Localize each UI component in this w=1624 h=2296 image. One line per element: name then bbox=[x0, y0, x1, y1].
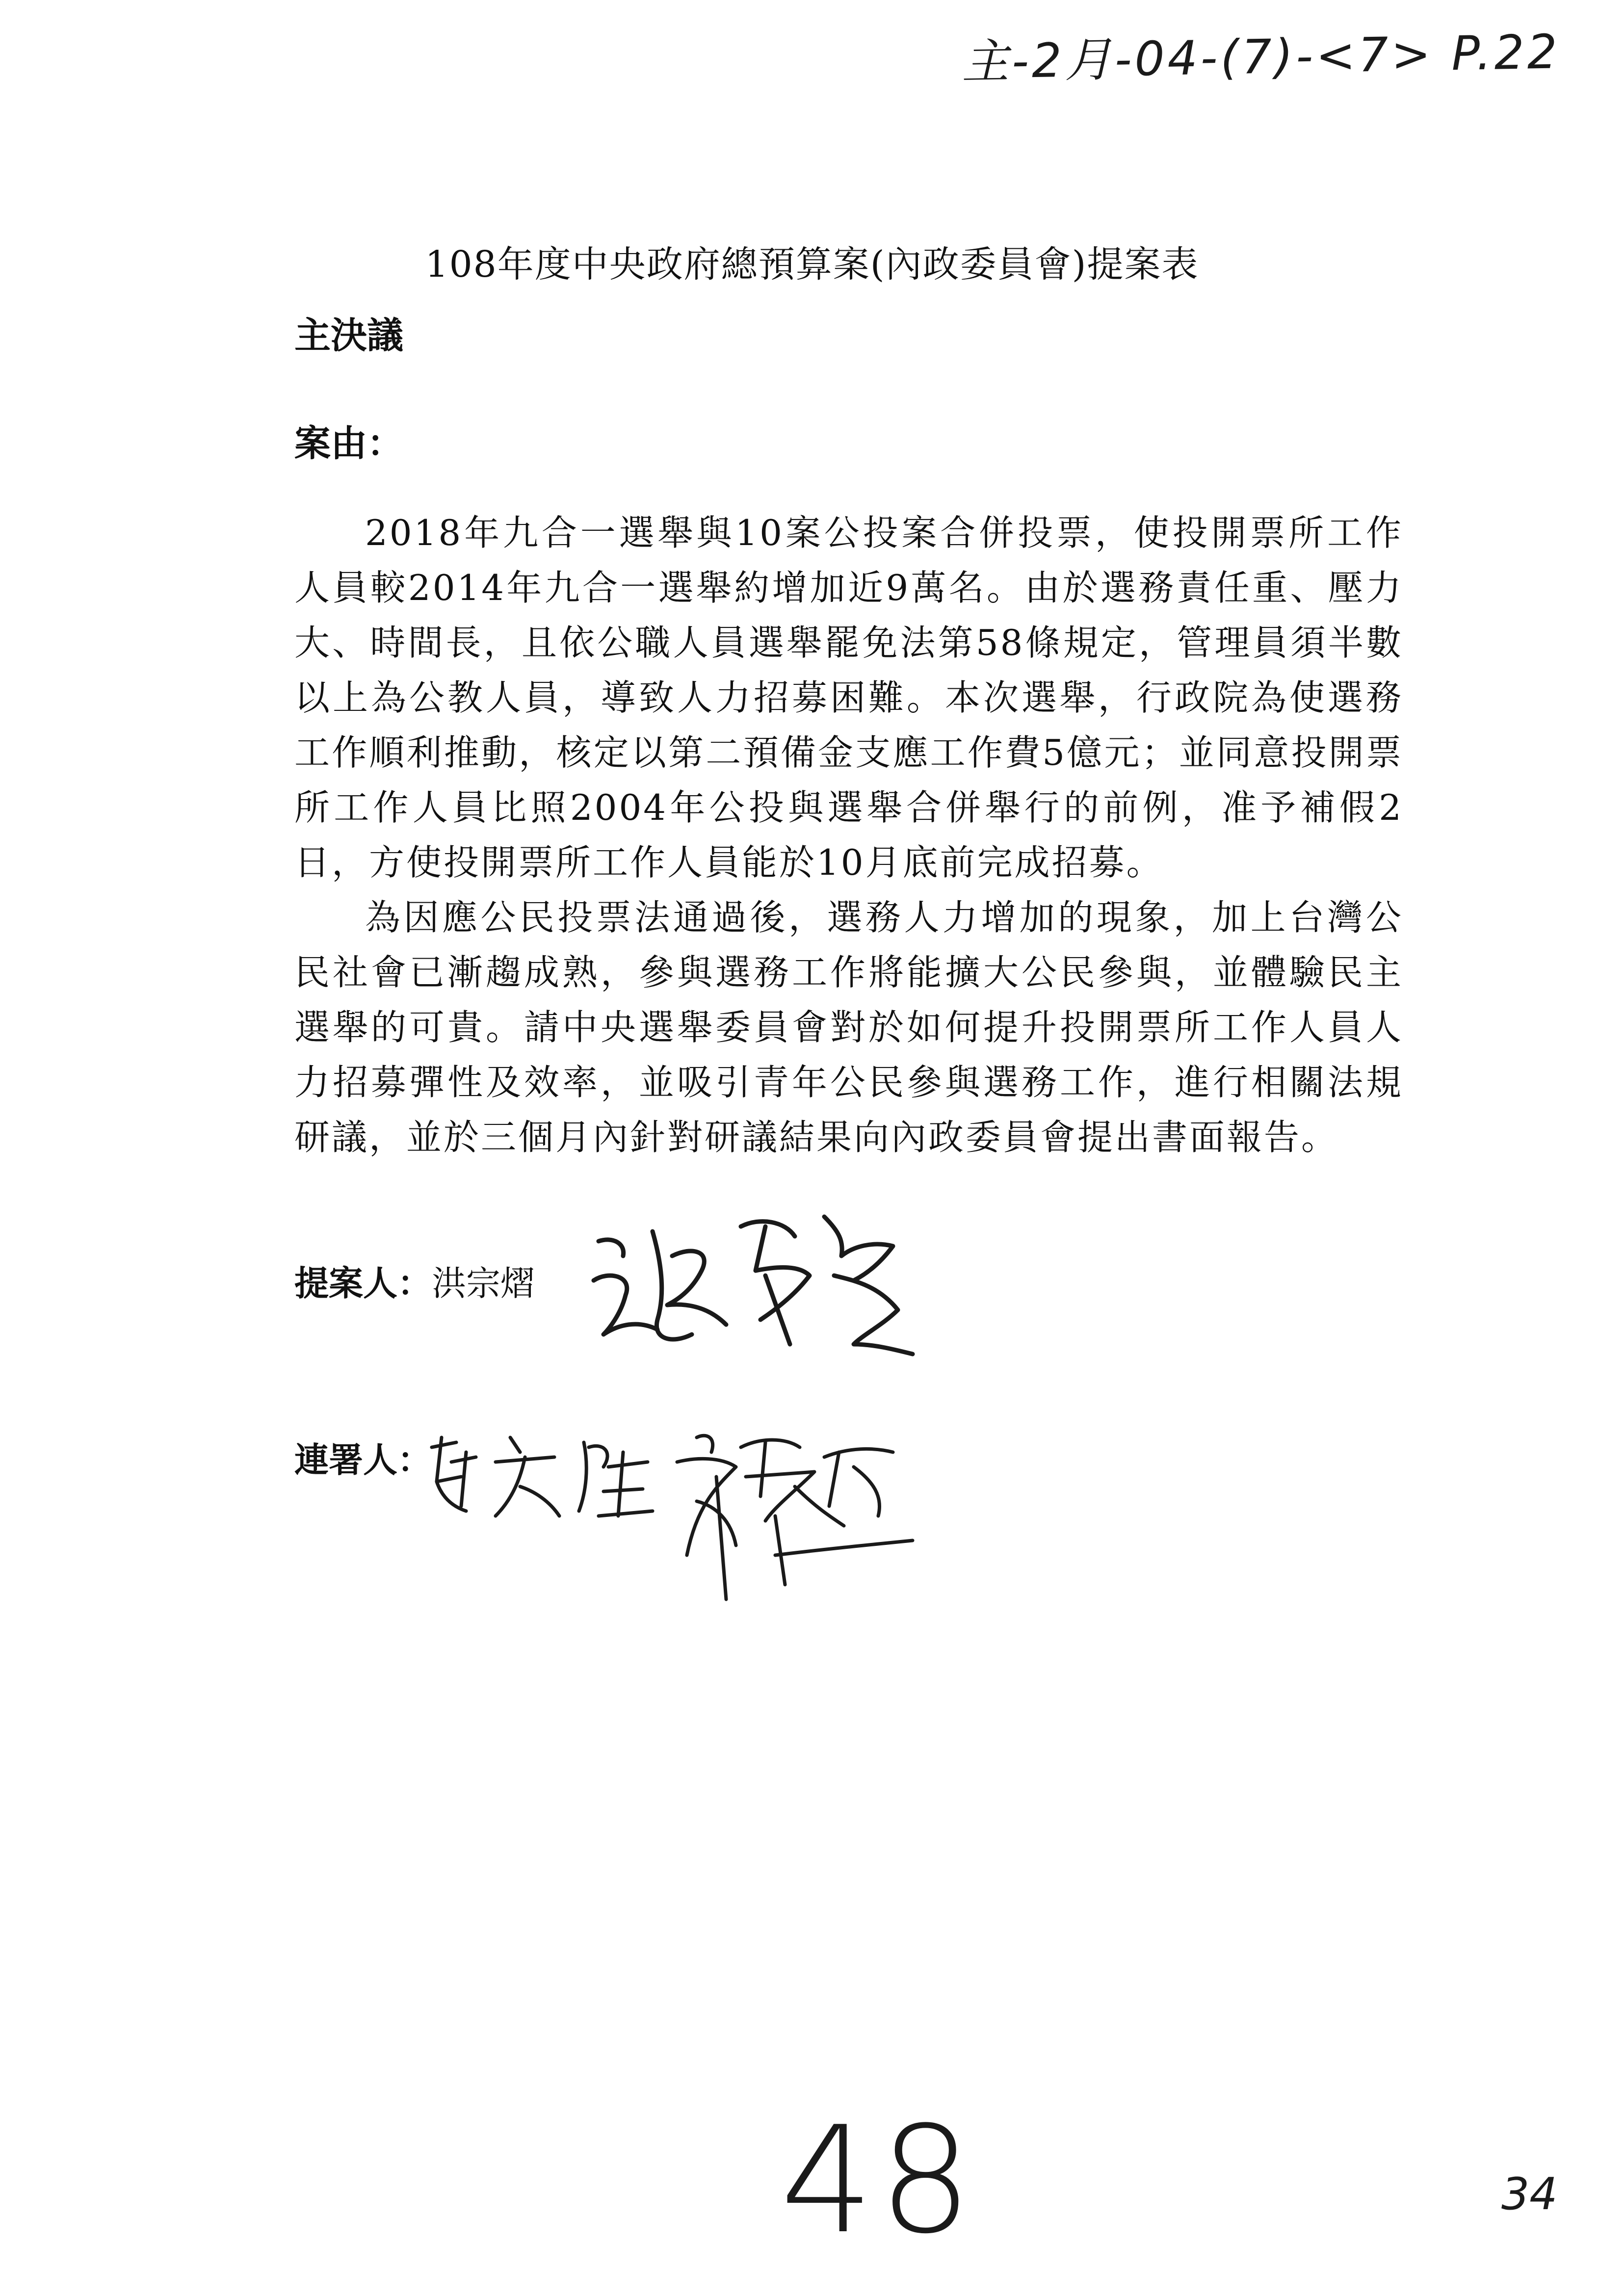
proposer-signature-icon bbox=[579, 1197, 932, 1364]
page-number-main: 48 bbox=[780, 2095, 977, 2266]
proposer-name: 洪宗熠 bbox=[432, 1263, 535, 1304]
document-title: 108年度中央政府總預算案(內政委員會)提案表 bbox=[425, 243, 1199, 286]
cosigner-row bbox=[294, 1433, 432, 1482]
cosigner-label: 連署人： bbox=[294, 1440, 432, 1480]
paragraph-2: 為因應公民投票法通過後，選務人力增加的現象，加上台灣公民社會已漸趨成熟，參與選務工作將能擴大公民參與，並體驗民主選舉的可貴。請中央選舉委員會對於如何提升投開票所工作人員人力招募彈性及效率，並吸引青年公民參與選務工作，進行相關法規研議，並於三個月內針對研議結果向內政委員會提出書面報告。 bbox=[294, 897, 1403, 1158]
cause-label: 案由： bbox=[294, 422, 403, 465]
main-resolution-label: 主決議 bbox=[294, 314, 403, 357]
cosigner-signature-icon bbox=[422, 1408, 922, 1614]
page-number-corner: 34 bbox=[1501, 2168, 1558, 2220]
proposer-label: 提案人： bbox=[294, 1263, 432, 1304]
proposer-row bbox=[294, 1256, 535, 1305]
body-text bbox=[294, 505, 1403, 1165]
paragraph-1: 2018年九合一選舉與10案公投案合併投票，使投開票所工作人員較2014年九合一選舉約增加近9萬名。由於選務責任重、壓力大、時間長，且依公職人員選舉罷免法第58條規定，管理員須半數以上為公教人員，導致人力招募困難。本次選舉，行政院為使選務工作順利推動，核定以第二預備金支應工作費5億元；並同意投開票所工作人員比照2004年公投與選舉合併舉行的前例，准予補假2日，方使投開票所工作人員能於10月底前完成招募。 bbox=[294, 512, 1403, 883]
reference-code: 主-2月-04-(7)-<7> P.22 bbox=[961, 24, 1561, 90]
